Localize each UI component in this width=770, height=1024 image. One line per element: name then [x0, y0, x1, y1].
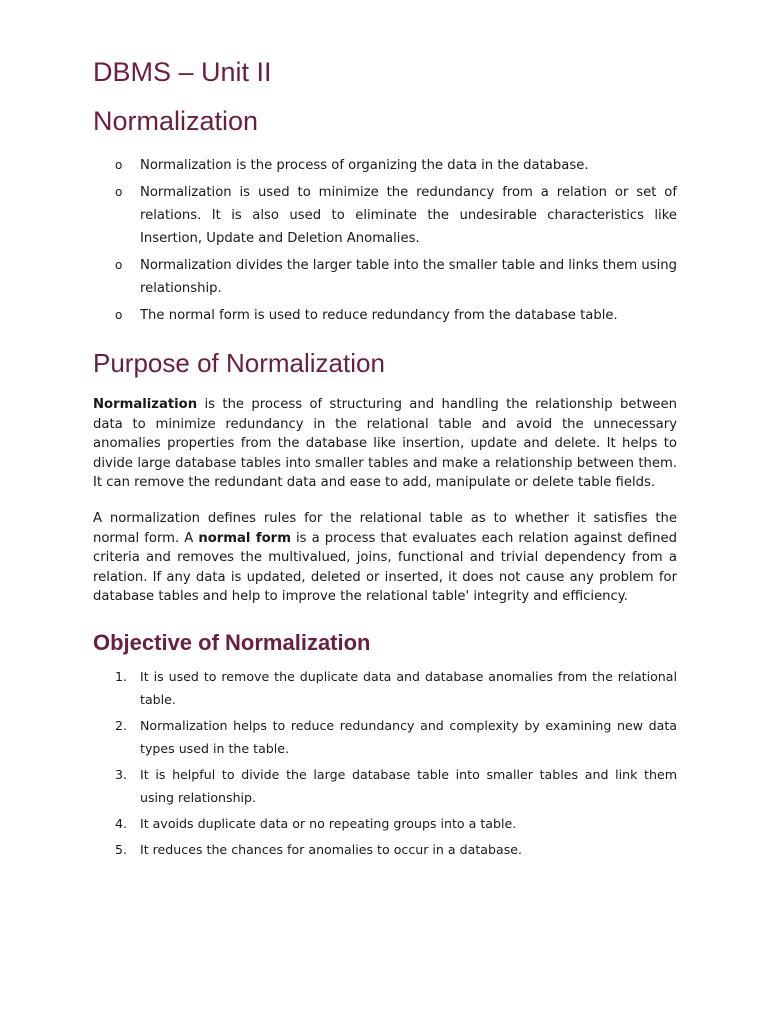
normalization-bullet-list [93, 154, 677, 327]
paragraph-text: is a process that evaluates each relation against defined criteria and removes the multivalued, joins, functional and trivial dependency from a relation. If any data is updated, deleted or inserted, it does not cause any problem for database tables and help to improve the relational table' integrity and efficiency. [93, 530, 678, 605]
bullet-marker: o [115, 308, 123, 322]
item-text: It avoids duplicate data or no repeating groups into a table. [140, 815, 517, 831]
item-number: 5. [115, 841, 128, 857]
bold-term: Normalization [93, 397, 198, 412]
item-number: 4. [115, 815, 128, 831]
bullet-marker: o [115, 185, 123, 199]
document-page [93, 52, 677, 864]
list-item [93, 304, 677, 327]
objective-numbered-list [93, 665, 677, 861]
purpose-paragraph-1 [93, 395, 677, 493]
item-text: It is used to remove the duplicate data and database anomalies from the relational table. [140, 668, 677, 707]
list-item [93, 181, 677, 250]
paragraph-text: A normalization defines rules for the relational table as to whether it satisfies the normal form. A [93, 510, 677, 546]
list-item [93, 254, 677, 300]
list-item [93, 714, 677, 760]
bullet-marker: o [115, 158, 123, 172]
item-text: Normalization helps to reduce redundancy and complexity by examining new data types used in the table. [140, 717, 677, 756]
list-item [93, 665, 677, 711]
purpose-heading: Purpose of Normalization [93, 348, 385, 378]
list-item [93, 763, 677, 809]
bullet-text: The normal form is used to reduce redundancy from the database table. [140, 308, 618, 323]
bullet-marker: o [115, 258, 123, 272]
bullet-text: Normalization is used to minimize the redundancy from a relation or set of relations. It is also used to eliminate the undesirable characteristics like Insertion, Update and Deletion Anomalies. [140, 185, 677, 246]
item-number: 3. [115, 766, 128, 782]
bold-term: normal form [198, 530, 291, 546]
bullet-text: Normalization is the process of organizing the data in the database. [140, 158, 589, 173]
objective-heading: Objective of Normalization [93, 629, 371, 655]
bullet-text: Normalization divides the larger table into the smaller table and links them using relationship. [140, 258, 677, 296]
list-item [93, 154, 677, 177]
item-number: 1. [115, 668, 128, 684]
item-number: 2. [115, 717, 128, 733]
document-title: DBMS – Unit II [93, 57, 272, 87]
purpose-paragraph-2 [93, 509, 677, 607]
item-text: It reduces the chances for anomalies to occur in a database. [140, 841, 523, 857]
item-text: It is helpful to divide the large database table into smaller tables and link them using relationship. [140, 766, 677, 805]
paragraph-text: is the process of structuring and handling the relationship between data to minimize redundancy in the relational table and avoid the unnecessary anomalies properties from the database like insertion, update and delete. It helps to divide large database tables into smaller tables and make a relationship between them. It can remove the redundant data and ease to add, manipulate or delete table fields. [93, 397, 677, 491]
list-item [93, 812, 677, 835]
normalization-heading: Normalization [93, 106, 259, 136]
list-item [93, 838, 677, 861]
